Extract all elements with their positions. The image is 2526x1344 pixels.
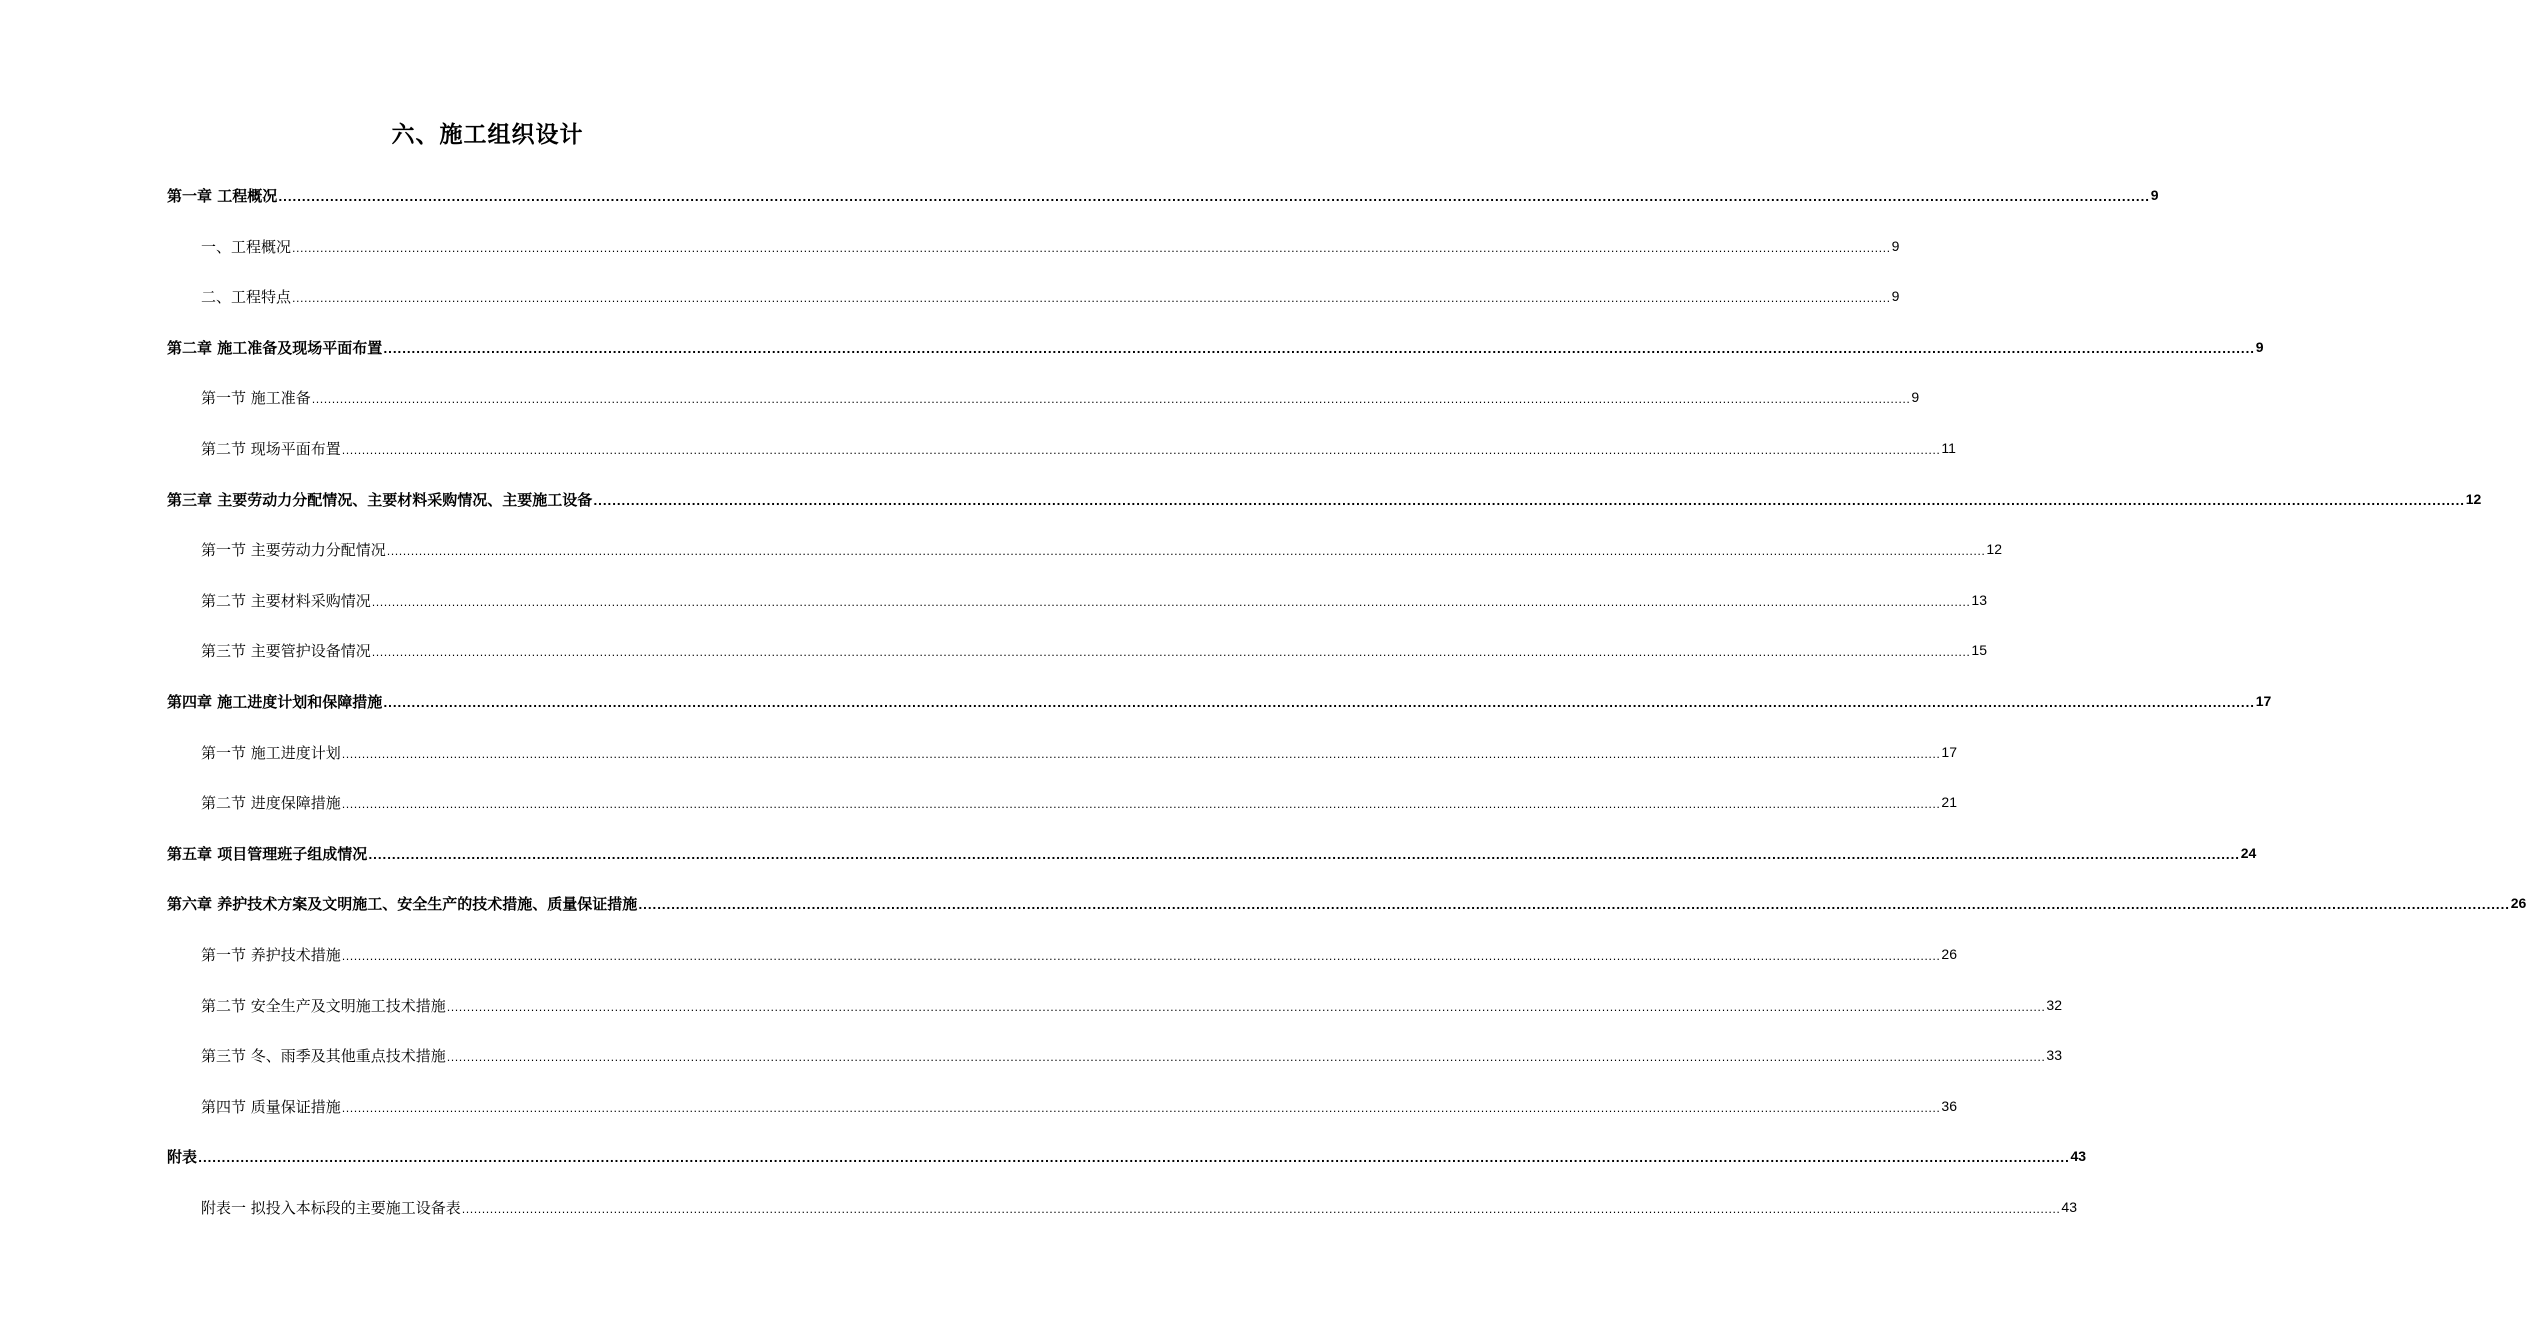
toc-page-number: 26	[1941, 946, 1957, 962]
toc-entry-title: 第二节 安全生产及文明施工技术措施	[201, 996, 446, 1015]
toc-page-number: 13	[1971, 591, 1987, 608]
toc-page-number: 12	[2465, 490, 2482, 507]
dot-leader: ................................................................................................................................................................................................................................................................................................................................................................................................................	[446, 1051, 2046, 1065]
toc-entry-title: 附表	[167, 1148, 198, 1167]
toc-entry-title: 第五章 项目管理班子组成情况	[167, 844, 368, 863]
dot-leader: ................................................................................................................................................................................................................................................................................................................................................................................................................	[446, 1000, 2046, 1014]
toc-entry-title: 第三节 主要管护设备情况	[201, 642, 371, 661]
toc-entry-title: 一、工程概况	[201, 237, 292, 256]
toc-entry-title: 附表一 拟投入本标段的主要施工设备表	[201, 1199, 461, 1217]
toc-section-entry[interactable]	[201, 385, 1920, 409]
toc-section-entry[interactable]	[201, 993, 2062, 1017]
toc-entry-title: 第一节 养护技术措施	[201, 946, 341, 964]
toc-entry-title: 第一章 工程概况	[167, 187, 278, 205]
toc-section-entry[interactable]	[201, 1043, 2062, 1067]
toc-page-number: 15	[1971, 642, 1987, 659]
dot-leader: ................................................................................................................................................................................................................................................................................................................................................................................................................	[292, 241, 1891, 255]
toc-entry-title: 第一节 施工准备	[201, 389, 311, 408]
toc-page-number: 24	[2240, 844, 2257, 861]
toc-section-entry[interactable]	[201, 1195, 2077, 1219]
dot-leader: ................................................................................................................................................................................................................................................................................................................................................................................................................	[198, 1152, 2070, 1166]
toc-section-entry[interactable]	[201, 942, 1957, 966]
toc-chapter-entry[interactable]	[167, 891, 2526, 915]
dot-leader: ................................................................................................................................................................................................................................................................................................................................................................................................................	[278, 191, 2150, 204]
toc-section-entry[interactable]	[201, 588, 1987, 612]
toc-entry-title: 第一节 主要劳动力分配情况	[201, 541, 386, 560]
dot-leader: ................................................................................................................................................................................................................................................................................................................................................................................................................	[383, 697, 2255, 710]
toc-page-number: 43	[2070, 1148, 2087, 1165]
dot-leader: ................................................................................................................................................................................................................................................................................................................................................................................................................	[341, 1101, 1941, 1115]
toc-entry-title: 第四节 质量保证措施	[201, 1097, 341, 1116]
toc-entry-title: 第二节 主要材料采购情况	[201, 591, 371, 610]
toc-entry-title: 二、工程特点	[201, 288, 292, 307]
toc-section-entry[interactable]	[201, 234, 1900, 258]
toc-page-number: 12	[1986, 541, 2002, 558]
dot-leader: ................................................................................................................................................................................................................................................................................................................................................................................................................	[371, 646, 1971, 660]
toc-page-number: 9	[2150, 187, 2159, 203]
dot-leader: ................................................................................................................................................................................................................................................................................................................................................................................................................	[341, 950, 1941, 963]
toc-section-entry[interactable]	[201, 740, 1957, 764]
toc-page-number: 21	[1941, 794, 1957, 811]
toc-page-number: 17	[1941, 743, 1957, 760]
toc-chapter-entry[interactable]	[167, 841, 2257, 865]
toc-section-entry[interactable]	[201, 638, 1987, 662]
toc-chapter-entry[interactable]	[167, 183, 2159, 207]
toc-page-number: 9	[1911, 389, 1920, 406]
toc-chapter-entry[interactable]	[167, 335, 2264, 359]
toc-entry-title: 第二节 进度保障措施	[201, 794, 341, 813]
dot-leader: ................................................................................................................................................................................................................................................................................................................................................................................................................	[341, 798, 1941, 812]
toc-entry-title: 第二章 施工准备及现场平面布置	[167, 338, 383, 357]
toc-section-entry[interactable]	[201, 284, 1900, 308]
toc-entry-title: 第六章 养护技术方案及文明施工、安全生产的技术措施、质量保证措施	[167, 895, 638, 914]
dot-leader: ................................................................................................................................................................................................................................................................................................................................................................................................................	[383, 342, 2255, 356]
dot-leader: ................................................................................................................................................................................................................................................................................................................................................................................................................	[341, 444, 1941, 457]
dot-leader: ................................................................................................................................................................................................................................................................................................................................................................................................................	[341, 747, 1941, 761]
toc-chapter-entry[interactable]	[167, 487, 2482, 511]
dot-leader: ................................................................................................................................................................................................................................................................................................................................................................................................................	[371, 595, 1971, 609]
toc-entry-title: 第二节 现场平面布置	[201, 440, 341, 458]
toc-page-number: 32	[2046, 996, 2062, 1013]
toc-page-number: 9	[2255, 338, 2264, 355]
toc-section-entry[interactable]	[201, 790, 1957, 814]
document-title: 六、施工组织设计	[391, 122, 584, 148]
toc-entry-title: 第三节 冬、雨季及其他重点技术措施	[201, 1047, 446, 1066]
toc-chapter-entry[interactable]	[167, 1144, 2087, 1168]
toc-section-entry[interactable]	[201, 1094, 1957, 1118]
toc-page-number: 36	[1941, 1097, 1957, 1114]
toc-entry-title: 第一节 施工进度计划	[201, 743, 341, 762]
toc-page-number: 43	[2061, 1199, 2077, 1215]
dot-leader: ................................................................................................................................................................................................................................................................................................................................................................................................................	[368, 848, 2240, 862]
toc-section-entry[interactable]	[201, 436, 1956, 460]
dot-leader: ................................................................................................................................................................................................................................................................................................................................................................................................................	[593, 494, 2465, 508]
dot-leader: ................................................................................................................................................................................................................................................................................................................................................................................................................	[638, 899, 2510, 913]
toc-entry-title: 第三章 主要劳动力分配情况、主要材料采购情况、主要施工设备	[167, 490, 593, 509]
toc-page-number: 9	[1891, 288, 1900, 305]
dot-leader: ................................................................................................................................................................................................................................................................................................................................................................................................................	[386, 545, 1986, 559]
toc-page-number: 17	[2255, 693, 2272, 709]
dot-leader: ................................................................................................................................................................................................................................................................................................................................................................................................................	[292, 292, 1891, 306]
toc-page-number: 26	[2510, 895, 2526, 912]
toc-chapter-entry[interactable]	[167, 689, 2272, 713]
dot-leader: ................................................................................................................................................................................................................................................................................................................................................................................................................	[461, 1203, 2061, 1216]
toc-section-entry[interactable]	[201, 537, 2002, 561]
toc-page-number: 9	[1891, 237, 1900, 254]
toc-page-number: 33	[2046, 1047, 2062, 1064]
toc-page-number: 11	[1941, 440, 1956, 456]
dot-leader: ................................................................................................................................................................................................................................................................................................................................................................................................................	[311, 393, 1911, 407]
toc-entry-title: 第四章 施工进度计划和保障措施	[167, 693, 383, 711]
